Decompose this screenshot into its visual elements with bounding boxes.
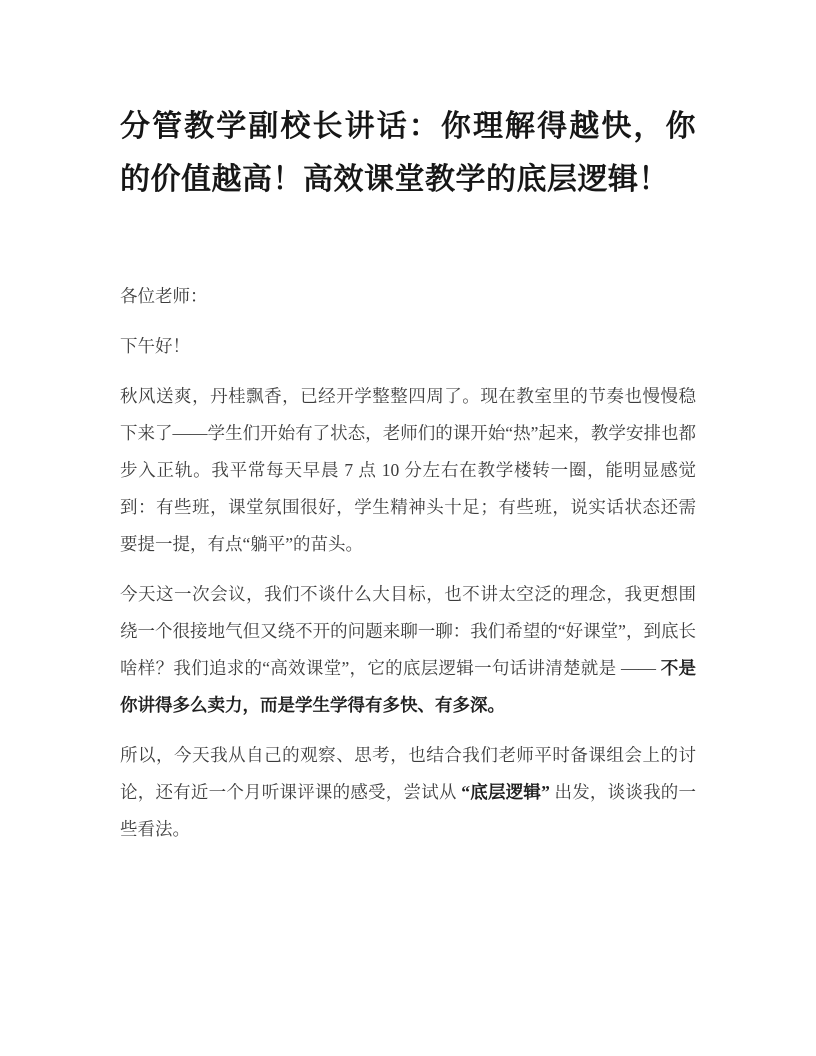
text-run: 下午好！ <box>120 336 190 356</box>
paragraph-1 <box>120 278 696 315</box>
text-run-bold: 不是你讲得多么卖力，而是学生学得有多快、有多深。 <box>120 658 696 715</box>
paragraph-5 <box>120 737 696 848</box>
document-content <box>120 0 696 861</box>
paragraph-2 <box>120 328 696 365</box>
text-run: 出发，谈谈我的一些看法。 <box>120 782 697 839</box>
text-run: 今天这一次会议，我们不谈什么大目标，也不讲太空泛的理念，我更想围绕一个很接地气但又绕不开的问题来聊一聊：我们希望的“好课堂”，到底长啥样？我们追求的“高效课堂”，它的底层逻辑一句话讲清楚就是 —— <box>120 584 696 678</box>
text-run: 各位老师： <box>120 286 208 306</box>
paragraph-4 <box>120 576 696 724</box>
text-run: 所以，今天我从自己的观察、思考，也结合我们老师平时备课组会上的讨论，还有近一个月听课评课的感受，尝试从 <box>120 745 696 802</box>
text-run-bold: “底层逻辑” <box>461 782 550 802</box>
text-run: 秋风送爽，丹桂飘香，已经开学整整四周了。现在教室里的节奏也慢慢稳下来了——学生们开始有了状态，老师们的课开始“热”起来，教学安排也都步入正轨。我平常每天早晨 7 点 10 分左右在教学楼转一圈，能明显感觉到：有些班，课堂氛围很好，学生精神头十足；有些班，说实话状态还需要提一提，有点“躺平”的苗头。 <box>120 386 696 554</box>
paragraph-list <box>120 278 696 848</box>
document-title: 分管教学副校长讲话：你理解得越快，你的价值越高！高效课堂教学的底层逻辑！ <box>120 110 696 196</box>
paragraph-3 <box>120 378 696 563</box>
